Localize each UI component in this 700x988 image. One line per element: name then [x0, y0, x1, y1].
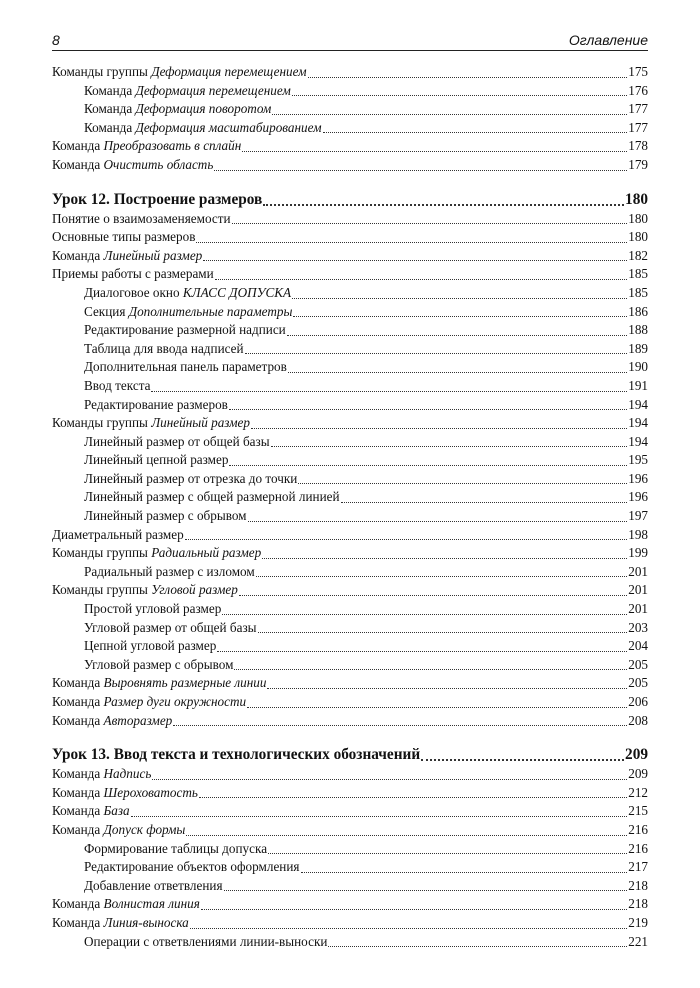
toc-entry[interactable]: [52, 544, 648, 563]
dot-leader: [186, 835, 627, 836]
toc-entry[interactable]: [52, 507, 648, 526]
toc-entry-text: Урок 12. Построение размеров: [52, 190, 263, 208]
toc-page-number: 209: [625, 746, 648, 764]
toc-page-number: 205: [628, 656, 648, 672]
toc-entry[interactable]: [52, 82, 648, 101]
toc-entry-text: Формирование таблицы допуска: [84, 840, 268, 856]
toc-entry-title: [84, 619, 257, 638]
dot-leader: [229, 409, 627, 410]
toc-entry-command-name: Линейный размер: [151, 415, 250, 431]
toc-entry-command-name: Преобразовать в сплайн: [103, 138, 242, 154]
toc-entry-text: Команда: [52, 694, 104, 709]
toc-entry-text: Команды группы: [52, 545, 152, 561]
toc-entry[interactable]: [52, 637, 648, 656]
toc-entry-text: Команда: [52, 675, 104, 691]
toc-page-number: 196: [628, 489, 648, 505]
toc-entry-command-name: Волнистая линия: [103, 896, 200, 912]
toc-page-number: 221: [628, 933, 648, 949]
toc-entry-title: [84, 470, 297, 489]
toc-entry[interactable]: [52, 210, 648, 229]
toc-page-number: 180: [625, 190, 648, 208]
toc-page-number: 216: [628, 840, 648, 856]
dot-leader: [245, 353, 628, 354]
toc-entry-title: [52, 821, 185, 840]
toc-entry[interactable]: [52, 247, 648, 266]
toc-entry-title: [84, 100, 271, 119]
toc-entry-text: Редактирование размеров: [84, 396, 228, 412]
toc-entry[interactable]: [52, 563, 648, 582]
toc-entry[interactable]: [52, 377, 648, 396]
toc-entry-text: Операции с ответвлениями линии-выноски: [84, 933, 328, 949]
toc-entry[interactable]: [52, 396, 648, 415]
toc-entry[interactable]: [52, 100, 648, 119]
toc-entry[interactable]: [52, 581, 648, 600]
toc-entry[interactable]: [52, 858, 648, 877]
dot-leader: [224, 890, 628, 891]
dot-leader: [287, 335, 627, 336]
toc-entry-command-name: Дополнительные параметры: [128, 303, 293, 319]
toc-page-number: 201: [628, 582, 648, 598]
toc-entry[interactable]: [52, 802, 648, 821]
toc-entry[interactable]: [52, 526, 648, 545]
toc-entry[interactable]: [52, 619, 648, 638]
toc-lesson-heading[interactable]: [52, 189, 648, 210]
toc-page-number: 182: [628, 247, 648, 263]
toc-entry-text: Угловой размер от общей базы: [84, 619, 257, 635]
toc-entry-command-name: Выровнять размерные линии: [103, 675, 267, 691]
toc-page-number: 194: [628, 396, 648, 412]
toc-entry-title: [52, 526, 184, 545]
toc-entry[interactable]: [52, 340, 648, 359]
toc-page-number: 194: [628, 415, 648, 431]
toc-entry[interactable]: [52, 303, 648, 322]
running-header-title: Оглавление: [568, 32, 648, 48]
toc-entry[interactable]: [52, 821, 648, 840]
toc-page-number: 197: [628, 508, 648, 524]
dot-leader: [185, 539, 627, 540]
dot-leader: [234, 669, 627, 670]
toc-entry[interactable]: [52, 693, 648, 712]
toc-entry[interactable]: [52, 119, 648, 138]
dot-leader: [251, 428, 627, 429]
toc-entry[interactable]: [52, 933, 648, 952]
toc-entry-text: Команда: [84, 82, 136, 98]
dot-leader: [262, 558, 627, 559]
dot-leader: [292, 298, 627, 299]
toc-entry-title: [84, 563, 255, 582]
toc-page-number: 180: [628, 210, 648, 226]
toc-entry-text: Ввод текста: [84, 377, 151, 393]
toc-entry-text: Линейный размер от общей базы: [84, 433, 270, 449]
toc-entry-text: Секция: [84, 303, 129, 319]
toc-entry[interactable]: [52, 784, 648, 803]
toc-entry-title: [52, 712, 172, 731]
toc-entry-command-name: Авторазмер: [103, 712, 173, 728]
toc-page-number: 201: [628, 563, 648, 579]
toc-entry-text: Команда: [52, 896, 104, 912]
toc-entry-text: Дополнительная панель параметров: [84, 359, 287, 375]
toc-entry-command-name: КЛАСС ДОПУСКА: [182, 284, 292, 300]
toc-entry-text: Понятие о взаимозаменяемости: [52, 210, 231, 226]
toc-entry[interactable]: [52, 656, 648, 675]
toc-entry-text: Редактирование объектов оформления: [84, 859, 300, 875]
dot-leader: [258, 632, 628, 633]
toc-entry-text: Линейный цепной размер: [84, 452, 229, 468]
toc-entry-title: [84, 433, 270, 452]
toc-entry[interactable]: [52, 321, 648, 340]
toc-entry-title: [52, 765, 151, 784]
toc-entry-title: [84, 396, 228, 415]
toc-entry[interactable]: [52, 137, 648, 156]
toc-entry-command-name: Размер дуги окружности: [103, 694, 247, 709]
dot-leader: [232, 223, 628, 224]
dot-leader: [201, 909, 627, 910]
toc-entry-title: [84, 119, 322, 138]
toc-entry-title: [52, 156, 213, 175]
toc-entry-title: [84, 877, 223, 896]
toc-page-number: 198: [628, 526, 648, 542]
toc-entry-text: Команда: [84, 119, 136, 135]
toc-page-number: 199: [628, 545, 648, 561]
toc-lesson-heading[interactable]: [52, 744, 648, 765]
toc-entry[interactable]: [52, 358, 648, 377]
dot-leader: [229, 465, 627, 466]
dot-leader: [152, 779, 627, 780]
toc-entry-title: [52, 189, 262, 210]
toc-entry-title: [84, 340, 244, 359]
toc-entry-command-name: Линия-выноска: [103, 914, 189, 930]
toc-entry-title: [52, 228, 195, 247]
toc-entry-title: [52, 265, 214, 284]
toc-entry[interactable]: [52, 840, 648, 859]
toc-page-number: 204: [628, 638, 648, 654]
toc-entry-title: [52, 744, 420, 765]
toc-page-number: 194: [628, 433, 648, 449]
dot-leader: [214, 170, 627, 171]
dot-leader: [288, 372, 627, 373]
dot-leader: [217, 651, 627, 652]
toc-page-number: 177: [628, 119, 648, 135]
dot-leader: [239, 595, 627, 596]
toc-entry[interactable]: [52, 284, 648, 303]
toc-entry-title: [84, 600, 221, 619]
toc-entry-command-name: Надпись: [103, 766, 152, 782]
toc-entry-title: [84, 656, 233, 675]
toc-entry-command-name: Угловой размер: [151, 582, 238, 598]
toc-entry-title: [84, 303, 292, 322]
toc-entry-title: [84, 284, 291, 303]
dot-leader: [256, 576, 627, 577]
toc-entry-text: Редактирование размерной надписи: [84, 322, 286, 338]
toc-entry-title: [84, 637, 216, 656]
toc-entry[interactable]: [52, 877, 648, 896]
toc-entry-title: [52, 137, 241, 156]
toc-entry[interactable]: [52, 674, 648, 693]
toc-entry-command-name: Деформация масштабированием: [135, 119, 322, 135]
toc-entry-command-name: Линейный размер: [103, 247, 203, 263]
toc-entry-title: [52, 581, 238, 600]
toc-entry-command-name: Радиальный размер: [151, 545, 262, 561]
toc-entry-title: [52, 674, 266, 693]
toc-entry-title: [52, 895, 200, 914]
toc-page-number: 215: [628, 803, 648, 819]
toc-page-number: 177: [628, 101, 648, 117]
toc-entry-title: [84, 933, 327, 952]
dot-leader: [328, 946, 627, 947]
toc-entry[interactable]: [52, 914, 648, 933]
toc-page-number: 206: [628, 694, 648, 709]
toc-entry-command-name: Деформация перемещением: [135, 82, 291, 98]
toc-entry-command-name: Деформация поворотом: [135, 101, 272, 117]
toc-entry-text: Команда: [52, 803, 104, 819]
toc-page-number: 176: [628, 82, 648, 98]
toc-entry-text: Основные типы размеров: [52, 229, 196, 245]
dot-leader: [293, 316, 627, 317]
toc-entry-text: Команды группы: [52, 64, 152, 79]
running-header: [52, 30, 648, 51]
toc-page-number: 180: [628, 229, 648, 245]
dot-leader: [341, 502, 628, 503]
toc-page-number: 175: [628, 64, 648, 79]
dot-leader: [190, 928, 627, 929]
dot-leader: [151, 391, 627, 392]
toc-page-number: 218: [628, 877, 648, 893]
toc-page-number: 188: [628, 322, 648, 338]
toc-page-number: 178: [628, 138, 648, 154]
toc-entry-title: [84, 321, 286, 340]
toc-page-number: 196: [628, 470, 648, 486]
toc-entry-title: [84, 451, 228, 470]
toc-entry-title: [52, 784, 198, 803]
dot-leader: [222, 614, 627, 615]
toc-entry-title: [52, 693, 246, 712]
dot-leader: [272, 114, 627, 115]
toc-page-number: 185: [628, 266, 648, 282]
toc-entry-text: Урок 13. Ввод текста и технологических обозначений: [52, 746, 421, 764]
toc-entry[interactable]: [52, 156, 648, 175]
dot-leader: [173, 725, 627, 726]
toc-entry-text: Линейный размер с общей размерной линией: [84, 489, 340, 505]
dot-leader: [421, 759, 624, 761]
toc-page-number: 218: [628, 896, 648, 912]
toc-page-number: 212: [628, 784, 648, 800]
toc-page-number: 205: [628, 675, 648, 691]
toc-entry-text: Команда: [52, 914, 104, 930]
toc-entry-title: [84, 377, 150, 396]
toc-entry-title: [84, 358, 287, 377]
page-number: 8: [52, 32, 60, 48]
toc-entry-text: Угловой размер с обрывом: [84, 656, 234, 672]
toc-entry[interactable]: [52, 712, 648, 731]
toc-page-number: 185: [628, 284, 648, 300]
dot-leader: [263, 204, 624, 206]
toc-entry-text: Команда: [52, 821, 104, 837]
toc-page-number: 209: [628, 766, 648, 782]
toc-entry-text: Диалоговое окно: [84, 284, 183, 300]
toc-entry[interactable]: [52, 451, 648, 470]
toc-page-number: 201: [628, 601, 648, 617]
toc-entry-text: Команды группы: [52, 415, 152, 431]
toc-entry-title: [52, 63, 307, 82]
toc-entry-title: [52, 544, 261, 563]
dot-leader: [203, 260, 627, 261]
toc-entry-text: Команда: [52, 766, 104, 782]
toc-page-number: 208: [628, 712, 648, 728]
toc-entry-text: Добавление ответвления: [84, 877, 223, 893]
dot-leader: [247, 707, 627, 708]
toc-entry-command-name: Деформация перемещением: [151, 64, 307, 79]
toc-entry-text: Команда: [52, 138, 104, 154]
toc-entry-text: Команда: [52, 156, 104, 172]
toc-entry[interactable]: [52, 470, 648, 489]
dot-leader: [308, 77, 628, 78]
dot-leader: [242, 151, 627, 152]
toc-entry[interactable]: [52, 600, 648, 619]
toc-entry[interactable]: [52, 765, 648, 784]
toc-entry-title: [52, 210, 231, 229]
toc-entry-text: Цепной угловой размер: [84, 638, 217, 654]
toc-entry[interactable]: [52, 895, 648, 914]
toc-entry-text: Радиальный размер с изломом: [84, 563, 255, 579]
toc-entry[interactable]: [52, 63, 648, 82]
toc-entry-title: [84, 82, 291, 101]
toc-entry-title: [52, 414, 250, 433]
toc-entry-title: [84, 488, 340, 507]
toc-entry-title: [84, 858, 300, 877]
dot-leader: [267, 688, 627, 689]
toc-entry-text: Команда: [52, 712, 104, 728]
toc-entry-title: [84, 840, 267, 859]
toc-entry-text: Линейный размер от отрезка до точки: [84, 470, 298, 486]
dot-leader: [248, 521, 628, 522]
toc-entry-text: Команда: [52, 784, 104, 800]
toc-entry-text: Диаметральный размер: [52, 526, 184, 542]
toc-page-number: 191: [628, 377, 648, 393]
dot-leader: [271, 446, 628, 447]
toc-entry-text: Команды группы: [52, 582, 152, 598]
toc-entry-text: Команда: [84, 101, 136, 117]
toc-entry[interactable]: [52, 265, 648, 284]
toc-entry[interactable]: [52, 488, 648, 507]
dot-leader: [323, 132, 628, 133]
dot-leader: [215, 279, 628, 280]
dot-leader: [268, 853, 627, 854]
toc-page-number: 190: [628, 359, 648, 375]
toc-page-number: 217: [628, 859, 648, 875]
toc-entry-title: [52, 914, 189, 933]
toc-page-number: 219: [628, 914, 648, 930]
toc-entry-title: [84, 507, 247, 526]
toc-entry-title: [52, 247, 202, 266]
dot-leader: [298, 483, 627, 484]
toc-page-number: 186: [628, 303, 648, 319]
toc-page-number: 203: [628, 619, 648, 635]
toc-entry[interactable]: [52, 433, 648, 452]
toc-entry-title: [52, 802, 130, 821]
dot-leader: [196, 242, 627, 243]
toc-entry-text: Простой угловой размер: [84, 601, 222, 617]
toc-page-number: 216: [628, 821, 648, 837]
toc-entry[interactable]: [52, 414, 648, 433]
dot-leader: [131, 816, 628, 817]
dot-leader: [199, 797, 627, 798]
toc-page-number: 179: [628, 156, 648, 172]
dot-leader: [301, 872, 628, 873]
toc-entry-command-name: Очистить область: [103, 156, 214, 172]
toc-page-number: 195: [628, 452, 648, 468]
toc-entry-command-name: Допуск формы: [103, 821, 186, 837]
toc-entry-command-name: База: [103, 803, 130, 819]
toc-entry-text: Линейный размер с обрывом: [84, 508, 247, 524]
toc-entry[interactable]: [52, 228, 648, 247]
toc-entry-text: Таблица для ввода надписей: [84, 340, 244, 356]
table-of-contents: [52, 63, 648, 951]
toc-page-number: 189: [628, 340, 648, 356]
dot-leader: [292, 95, 627, 96]
toc-entry-command-name: Шероховатость: [103, 784, 198, 800]
toc-entry-text: Приемы работы с размерами: [52, 266, 214, 282]
toc-entry-text: Команда: [52, 247, 104, 263]
